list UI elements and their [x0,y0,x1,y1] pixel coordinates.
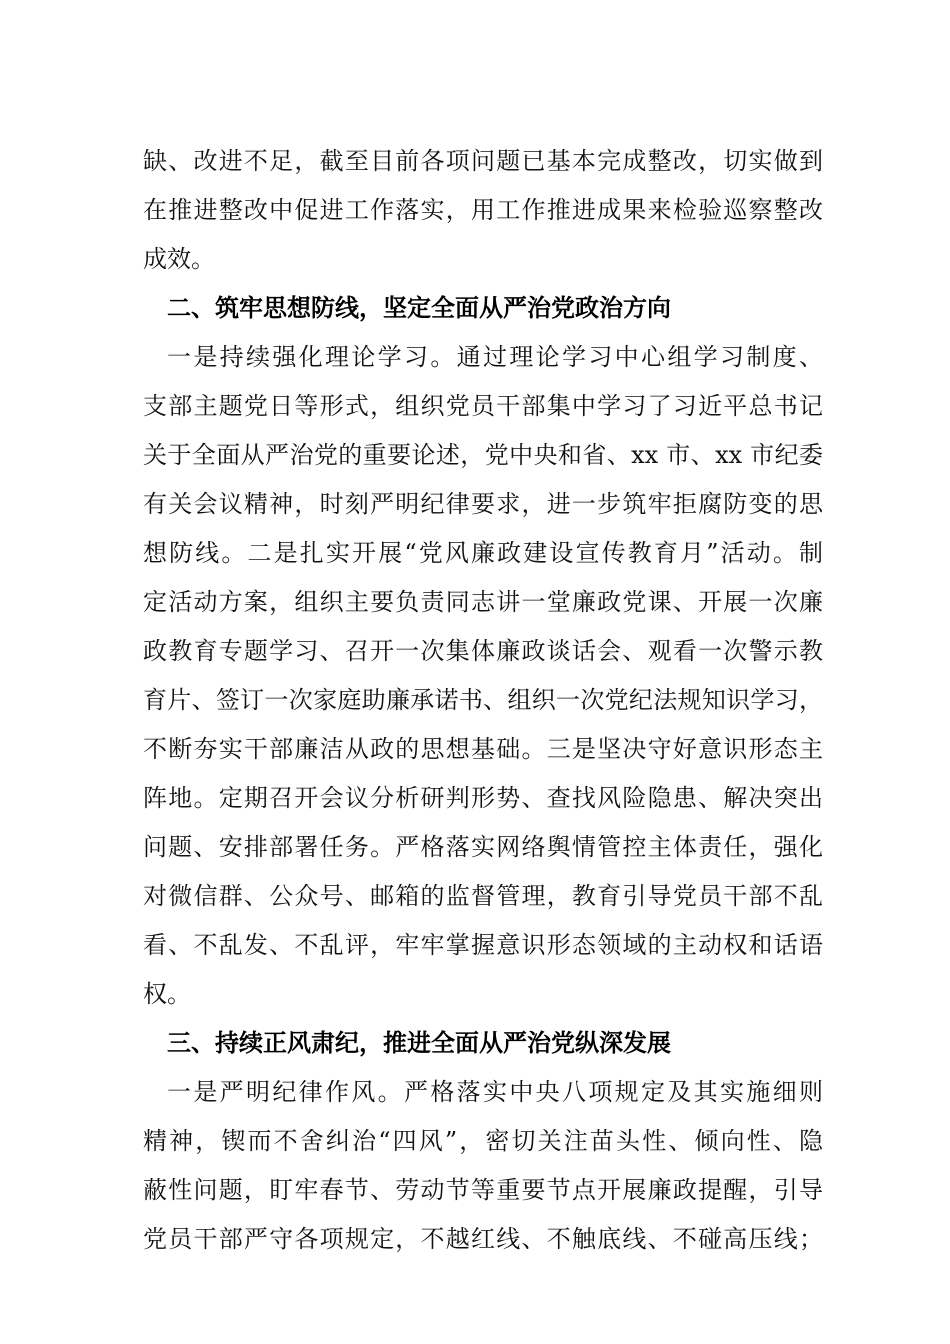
paragraph-2-line-8: 育片、签订一次家庭助廉承诺书、组织一次党纪法规知识学习， [143,686,823,714]
paragraph-3-line-3: 蔽性问题，盯牢春节、劳动节等重要节点开展廉政提醒，引导 [143,1176,823,1204]
paragraph-2-line-10: 阵地。定期召开会议分析研判形势、查找风险隐患、解决突出 [143,784,823,812]
paragraph-3-line-2: 精神，锲而不舍纠治“四风”，密切关注苗头性、倾向性、隐 [143,1127,823,1155]
paragraph-2-line-11: 问题、安排部署任务。严格落实网络舆情管控主体责任，强化 [143,833,823,861]
paragraph-2-line-4: 有关会议精神，时刻严明纪律要求，进一步筑牢拒腐防变的思 [143,490,823,518]
paragraph-2-line-12: 对微信群、公众号、邮箱的监督管理，教育引导党员干部不乱 [143,882,823,910]
paragraph-3-line-4: 党员干部严守各项规定，不越红线、不触底线、不碰高压线； [143,1225,823,1253]
section-heading-3: 三、持续正风肃纪，推进全面从严治党纵深发展 [167,1029,671,1057]
paragraph-1-line-1: 缺、改进不足，截至目前各项问题已基本完成整改，切实做到 [143,147,823,175]
paragraph-2-line-9: 不断夯实干部廉洁从政的思想基础。三是坚决守好意识形态主 [143,735,823,763]
paragraph-2-line-3: 关于全面从严治党的重要论述，党中央和省、xx 市、xx 市纪委 [143,441,823,469]
paragraph-2-line-5: 想防线。二是扎实开展“党风廉政建设宣传教育月”活动。制 [143,539,823,567]
paragraph-2-line-1: 一是持续强化理论学习。通过理论学习中心组学习制度、 [167,343,823,371]
section-heading-2: 二、筑牢思想防线，坚定全面从严治党政治方向 [167,294,671,322]
paragraph-2-line-7: 政教育专题学习、召开一次集体廉政谈话会、观看一次警示教 [143,637,823,665]
paragraph-3-line-1: 一是严明纪律作风。严格落实中央八项规定及其实施细则 [167,1078,823,1106]
paragraph-1-line-3: 成效。 [143,245,215,273]
paragraph-2-line-14: 权。 [143,980,191,1008]
paragraph-1-line-2: 在推进整改中促进工作落实，用工作推进成果来检验巡察整改 [143,196,823,224]
paragraph-2-line-2: 支部主题党日等形式，组织党员干部集中学习了习近平总书记 [143,392,823,420]
paragraph-2-line-6: 定活动方案，组织主要负责同志讲一堂廉政党课、开展一次廉 [143,588,823,616]
paragraph-2-line-13: 看、不乱发、不乱评，牢牢掌握意识形态领域的主动权和话语 [143,931,823,959]
